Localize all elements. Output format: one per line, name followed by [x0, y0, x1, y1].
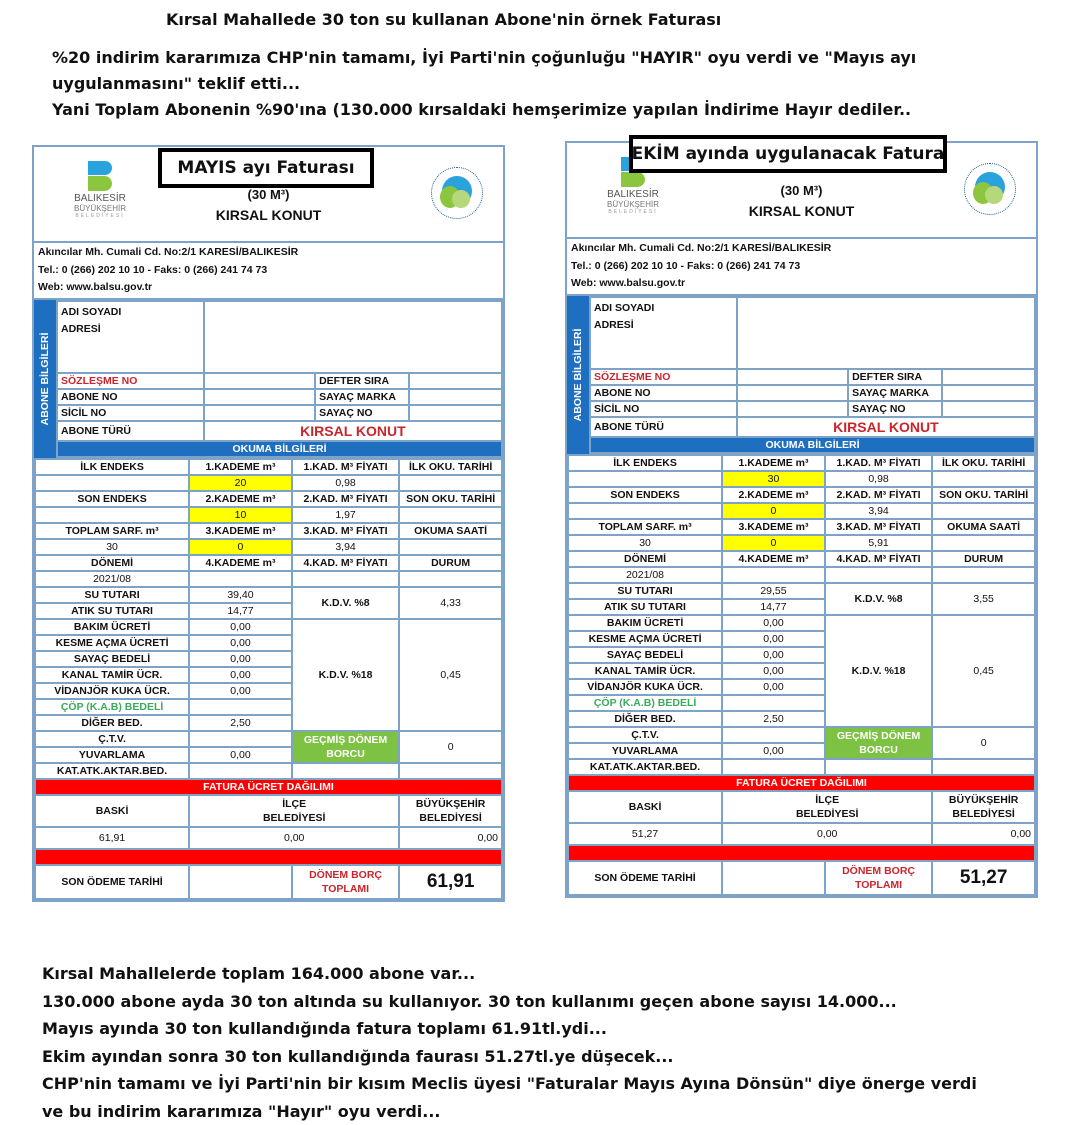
value [568, 503, 722, 519]
footer-line: 130.000 abone ayda 30 ton altında su kullanıyor. 30 ton kullanımı geçen abone sayısı 14.000... [42, 991, 897, 1011]
type-label: KIRSAL KONUT [215, 207, 322, 223]
value [942, 401, 1035, 417]
label: ATIK SU TUTARI [568, 599, 722, 615]
value [737, 401, 848, 417]
label: SÖZLEŞME NO [590, 369, 737, 385]
wastewater-amount: 14,77 [722, 599, 825, 615]
label: İLK OKU. TARİHİ [399, 459, 502, 475]
label: BASKİ [35, 795, 189, 827]
label: TOPLAM SARF. m³ [35, 523, 189, 539]
other-fee: 2,50 [189, 715, 292, 731]
label: ÇÖP (K.A.B) BEDELİ [568, 695, 722, 711]
distribution-band: FATURA ÜCRET DAĞILIMI [568, 775, 1035, 791]
value [399, 763, 502, 779]
label: K.D.V. %8 [825, 583, 932, 615]
cut-fee: 0,00 [722, 631, 825, 647]
name-address-label: ADI SOYADI ADRESİ [57, 301, 204, 373]
tier1-price: 0,98 [292, 475, 399, 491]
page-title: Kırsal Mahallede 30 ton su kullanan Abone'nin örnek Faturası [166, 10, 722, 29]
logo-text: BALIKESİR [74, 193, 126, 204]
intro-line: %20 indirim kararımıza CHP'nin tamamı, İyi Parti'nin çoğunluğu "HAYIR" oyu verdi ve "Mayıs ayı [52, 48, 917, 67]
tier2-volume: 10 [189, 507, 292, 523]
label: DÖNEMİ [35, 555, 189, 571]
footer-line: Ekim ayından sonra 30 ton kullandığında faurası 51.27tl.ye düşecek... [42, 1046, 674, 1066]
address-block [34, 243, 503, 300]
label: BÜYÜKŞEHİR BELEDİYESİ [932, 791, 1035, 823]
label: SON ENDEKS [568, 487, 722, 503]
label: ÇÖP (K.A.B) BEDELİ [35, 699, 189, 715]
label: DURUM [399, 555, 502, 571]
intro-line: Yani Toplam Abonenin %90'ına (130.000 kırsaldaki hemşerimize yapılan İndirime Hayır dediler.. [52, 100, 912, 119]
footer-text [42, 960, 1042, 1125]
label: K.D.V. %18 [825, 615, 932, 727]
vacuum-fee: 0,00 [722, 679, 825, 695]
subscriber-type: KIRSAL KONUT [204, 421, 502, 441]
baski-share: 51,27 [568, 823, 722, 845]
value [825, 759, 932, 775]
maintenance-fee: 0,00 [722, 615, 825, 631]
total-consumption: 30 [35, 539, 189, 555]
sewer-fee: 0,00 [722, 663, 825, 679]
value [737, 369, 848, 385]
label: YUVARLAMA [568, 743, 722, 759]
tier3-volume: 0 [722, 535, 825, 551]
value [189, 571, 292, 587]
district-share: 0,00 [189, 827, 399, 849]
name-address-value [204, 301, 502, 373]
total-consumption: 30 [568, 535, 722, 551]
label: SON ENDEKS [35, 491, 189, 507]
maintenance-fee: 0,00 [189, 619, 292, 635]
label: İLÇE BELEDİYESİ [722, 791, 932, 823]
invoice-october [565, 141, 1038, 898]
label: VİDANJÖR KUKA ÜCR. [35, 683, 189, 699]
phone: Tel.: 0 (266) 202 10 10 - Faks: 0 (266) 241 74 73 [38, 263, 268, 276]
value [409, 405, 502, 421]
value [722, 567, 825, 583]
label: İLK ENDEKS [35, 459, 189, 475]
meter-fee: 0,00 [722, 647, 825, 663]
web: Web: www.balsu.gov.tr [38, 281, 153, 293]
label: SON OKU. TARİHİ [932, 487, 1035, 503]
label: 1.KADEME m³ [722, 455, 825, 471]
value [399, 475, 502, 491]
wastewater-amount: 14,77 [189, 603, 292, 619]
label: KAT.ATK.AKTAR.BED. [35, 763, 189, 779]
subscriber-type: KIRSAL KONUT [737, 417, 1035, 437]
distribution-band: FATURA ÜCRET DAĞILIMI [35, 779, 502, 795]
footer-line: CHP'nin tamamı ve İyi Parti'nin bir kısım Meclis üyesi "Faturalar Mayıs Ayına Dönsün" diye önerge verdi [42, 1074, 977, 1093]
value [722, 695, 825, 711]
label: İLK ENDEKS [568, 455, 722, 471]
value [189, 699, 292, 715]
red-divider [35, 849, 502, 865]
label: SAYAÇ MARKA [848, 385, 941, 401]
label: DEFTER SIRA [315, 373, 408, 389]
tier3-volume: 0 [189, 539, 292, 555]
value [204, 373, 315, 389]
past-debt: 0 [399, 731, 502, 763]
address: Akıncılar Mh. Cumali Cd. No:2/1 KARESİ/BALIKESİR [571, 242, 832, 254]
invoice-title: MAYIS ayı Faturası [158, 148, 374, 188]
intro-text [52, 45, 1012, 123]
value [932, 535, 1035, 551]
label: SİCİL NO [57, 405, 204, 421]
label: Ç.T.V. [568, 727, 722, 743]
label: DÖNEMİ [568, 551, 722, 567]
label: 1.KADEME m³ [189, 459, 292, 475]
side-label [567, 296, 589, 454]
other-fee: 2,50 [722, 711, 825, 727]
logo-text: BELEDİYESİ [75, 213, 125, 219]
value [399, 571, 502, 587]
period: 2021/08 [568, 567, 722, 583]
value [722, 861, 825, 895]
reading-table [34, 458, 503, 900]
label: OKUMA SAATİ [399, 523, 502, 539]
reading-info-band: OKUMA BİLGİLERİ [57, 441, 502, 457]
label: SON ÖDEME TARİHİ [568, 861, 722, 895]
tier1-price: 0,98 [825, 471, 932, 487]
value [204, 405, 315, 421]
footer-line: Kırsal Mahallelerde toplam 164.000 abone var... [42, 964, 476, 983]
name-address-value [737, 297, 1035, 369]
vat18-amount: 0,45 [932, 615, 1035, 727]
label: SON ÖDEME TARİHİ [35, 865, 189, 899]
label: 4.KADEME m³ [189, 555, 292, 571]
period: 2021/08 [35, 571, 189, 587]
period-total: 51,27 [932, 861, 1035, 895]
label: İLÇE BELEDİYESİ [189, 795, 399, 827]
name-address-label: ADI SOYADI ADRESİ [590, 297, 737, 369]
rounding: 0,00 [722, 743, 825, 759]
invoice-may [32, 145, 505, 902]
label: KESME AÇMA ÜCRETİ [568, 631, 722, 647]
side-label [34, 300, 56, 458]
value [825, 567, 932, 583]
label: KANAL TAMİR ÜCR. [568, 663, 722, 679]
label: BAKIM ÜCRETİ [35, 619, 189, 635]
side-label-text: ABONE BİLGİLERİ [572, 328, 584, 422]
address: Akıncılar Mh. Cumali Cd. No:2/1 KARESİ/BALIKESİR [38, 246, 299, 258]
period-total: 61,91 [399, 865, 502, 899]
label: DURUM [932, 551, 1035, 567]
label: İLK OKU. TARİHİ [932, 455, 1035, 471]
label: KANAL TAMİR ÜCR. [35, 667, 189, 683]
reading-info-band: OKUMA BİLGİLERİ [590, 437, 1035, 453]
label: SÖZLEŞME NO [57, 373, 204, 389]
sewer-fee: 0,00 [189, 667, 292, 683]
metro-share: 0,00 [932, 823, 1035, 845]
subscriber-section [34, 300, 503, 458]
vat18-amount: 0,45 [399, 619, 502, 731]
label: BASKİ [568, 791, 722, 823]
invoice-header [567, 143, 1036, 239]
value [35, 475, 189, 491]
label: DEFTER SIRA [848, 369, 941, 385]
volume-label: (30 M³) [780, 183, 823, 198]
cut-fee: 0,00 [189, 635, 292, 651]
value [189, 763, 292, 779]
label: BAKIM ÜCRETİ [568, 615, 722, 631]
label: SAYAÇ MARKA [315, 389, 408, 405]
water-amount: 29,55 [722, 583, 825, 599]
value [35, 507, 189, 523]
past-debt-label: GEÇMİŞ DÖNEM BORCU [825, 727, 932, 759]
label: 3.KADEME m³ [722, 519, 825, 535]
label: 2.KAD. M³ FİYATI [292, 491, 399, 507]
address-block [567, 239, 1036, 296]
baski-share: 61,91 [35, 827, 189, 849]
label: DİĞER BED. [35, 715, 189, 731]
value [204, 389, 315, 405]
vat8-amount: 3,55 [932, 583, 1035, 615]
value [189, 731, 292, 747]
rounding: 0,00 [189, 747, 292, 763]
label: 4.KAD. M³ FİYATI [292, 555, 399, 571]
value [932, 759, 1035, 775]
value [292, 763, 399, 779]
value [189, 865, 292, 899]
label: KESME AÇMA ÜCRETİ [35, 635, 189, 651]
label: BÜYÜKŞEHİR BELEDİYESİ [399, 795, 502, 827]
label: 2.KAD. M³ FİYATI [825, 487, 932, 503]
tier2-price: 3,94 [825, 503, 932, 519]
value [568, 471, 722, 487]
value [932, 567, 1035, 583]
label: DÖNEM BORÇ TOPLAMI [292, 865, 399, 899]
label: SAYAÇ BEDELİ [568, 647, 722, 663]
label: K.D.V. %18 [292, 619, 399, 731]
label: SİCİL NO [590, 401, 737, 417]
reading-table [567, 454, 1036, 896]
logo-text: BÜYÜKŞEHİR [606, 200, 659, 209]
footer-line: ve bu indirim kararımıza "Hayır" oyu verdi... [42, 1101, 441, 1121]
value [399, 539, 502, 555]
label: DÖNEM BORÇ TOPLAMI [825, 861, 932, 895]
label: KAT.ATK.AKTAR.BED. [568, 759, 722, 775]
label: SON OKU. TARİHİ [399, 491, 502, 507]
label: SAYAÇ NO [848, 401, 941, 417]
tier3-price: 5,91 [825, 535, 932, 551]
district-share: 0,00 [722, 823, 932, 845]
logo-text: BÜYÜKŞEHİR [73, 204, 126, 213]
web: Web: www.balsu.gov.tr [571, 277, 686, 289]
meter-fee: 0,00 [189, 651, 292, 667]
vacuum-fee: 0,00 [189, 683, 292, 699]
value [399, 507, 502, 523]
label: DİĞER BED. [568, 711, 722, 727]
value [722, 727, 825, 743]
label: 2.KADEME m³ [189, 491, 292, 507]
label: ABONE TÜRÜ [590, 417, 737, 437]
tier1-volume: 30 [722, 471, 825, 487]
metro-share: 0,00 [399, 827, 502, 849]
label: ABONE NO [590, 385, 737, 401]
label: SU TUTARI [568, 583, 722, 599]
footer-line: Mayıs ayında 30 ton kullandığında fatura toplamı 61.91tl.ydi... [42, 1019, 607, 1038]
vat8-amount: 4,33 [399, 587, 502, 619]
tier2-volume: 0 [722, 503, 825, 519]
past-debt-label: GEÇMİŞ DÖNEM BORCU [292, 731, 399, 763]
value [942, 385, 1035, 401]
label: Ç.T.V. [35, 731, 189, 747]
label: 2.KADEME m³ [722, 487, 825, 503]
side-label-text: ABONE BİLGİLERİ [39, 332, 51, 426]
label: 3.KADEME m³ [189, 523, 292, 539]
value [292, 571, 399, 587]
past-debt: 0 [932, 727, 1035, 759]
subscriber-table [56, 300, 503, 458]
label: SAYAÇ NO [315, 405, 408, 421]
value [737, 385, 848, 401]
label: ATIK SU TUTARI [35, 603, 189, 619]
type-label: KIRSAL KONUT [748, 203, 855, 219]
invoice-header [34, 147, 503, 243]
label: SU TUTARI [35, 587, 189, 603]
value [722, 759, 825, 775]
label: 1.KAD. M³ FİYATI [292, 459, 399, 475]
logo-text: BALIKESİR [607, 189, 659, 200]
label: 4.KAD. M³ FİYATI [825, 551, 932, 567]
label: VİDANJÖR KUKA ÜCR. [568, 679, 722, 695]
red-divider [568, 845, 1035, 861]
label: ABONE NO [57, 389, 204, 405]
label: OKUMA SAATİ [932, 519, 1035, 535]
value [932, 471, 1035, 487]
subscriber-section [567, 296, 1036, 454]
subscriber-table [589, 296, 1036, 454]
value [942, 369, 1035, 385]
label: K.D.V. %8 [292, 587, 399, 619]
phone: Tel.: 0 (266) 202 10 10 - Faks: 0 (266) 241 74 73 [571, 259, 801, 272]
label: YUVARLAMA [35, 747, 189, 763]
baski-logo-icon [964, 163, 1016, 215]
label: 3.KAD. M³ FİYATI [292, 523, 399, 539]
baski-logo-icon [431, 167, 483, 219]
value [932, 503, 1035, 519]
tier3-price: 3,94 [292, 539, 399, 555]
intro-line: uygulanmasını" teklif etti... [52, 74, 301, 93]
logo-text: BELEDİYESİ [608, 209, 658, 215]
label: ABONE TÜRÜ [57, 421, 204, 441]
value [409, 389, 502, 405]
invoice-title: EKİM ayında uygulanacak Fatura [629, 135, 947, 173]
tier2-price: 1,97 [292, 507, 399, 523]
water-amount: 39,40 [189, 587, 292, 603]
value [409, 373, 502, 389]
tier1-volume: 20 [189, 475, 292, 491]
label: TOPLAM SARF. m³ [568, 519, 722, 535]
volume-label: (30 M³) [247, 187, 290, 202]
label: 1.KAD. M³ FİYATI [825, 455, 932, 471]
label: SAYAÇ BEDELİ [35, 651, 189, 667]
label: 4.KADEME m³ [722, 551, 825, 567]
label: 3.KAD. M³ FİYATI [825, 519, 932, 535]
